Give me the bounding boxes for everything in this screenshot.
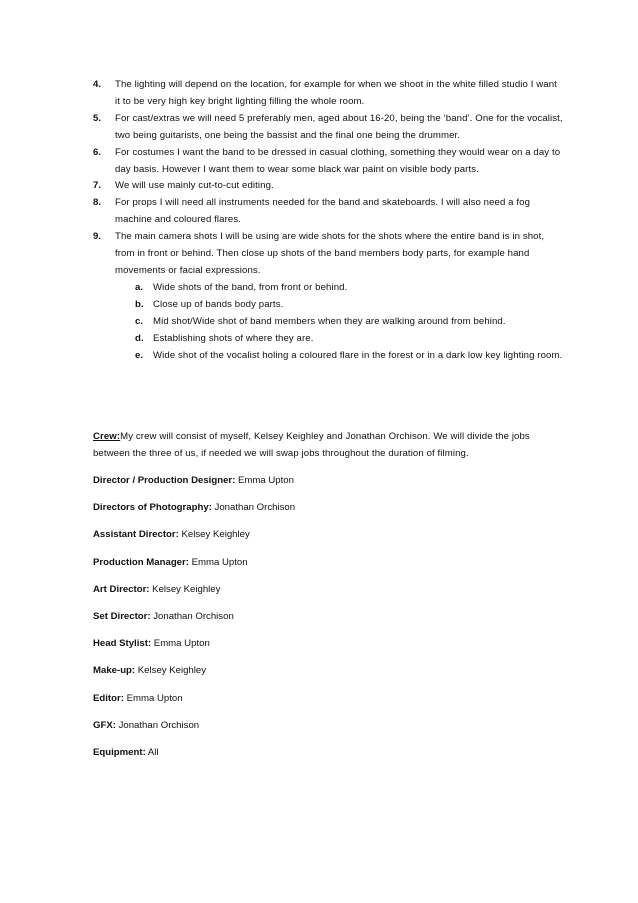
crew-roles-list [93,475,563,774]
crew-paragraph [93,429,563,463]
sublist-item-letter: e. [135,349,144,361]
role-name: Emma Upton [188,556,248,568]
role-name: All [145,746,159,758]
list-item-number: 9. [93,231,102,243]
crew-label: Crew: [93,431,121,442]
role-title: Art Director: [93,583,150,595]
role-line [93,529,563,556]
role-line [93,638,563,665]
sublist-item-letter: d. [135,332,144,344]
list-item [93,77,563,111]
camera-shots-sublist [115,280,563,365]
role-line [93,584,563,611]
role-name: Kelsey Keighley [178,529,250,541]
role-title: Assistant Director: [93,529,179,541]
list-item [93,195,563,229]
list-item-number: 6. [93,146,102,158]
role-line [93,475,563,502]
role-line [93,693,563,720]
sublist-item-text: Mid shot/Wide shot of band members when they are walking around from behind. [153,315,506,327]
list-item-text: The lighting will depend on the location, for example for when we shoot in the white filled studio I want it to be very high key bright lighting filling the whole room. [115,79,557,107]
sublist-item-letter: c. [135,315,144,327]
list-item-number: 4. [93,79,102,90]
role-title: Set Director: [93,610,151,622]
role-name: Jonathan Orchison [150,610,234,622]
role-title: GFX: [93,719,116,731]
crew-text: My crew will consist of myself, Kelsey Keighley and Jonathan Orchison. We will divide the jobs between the three of us, if needed we will swap jobs throughout the duration of filming. [93,431,530,459]
role-line [93,502,563,529]
sublist-item-text: Establishing shots of where they are. [153,332,314,344]
sublist-item [135,297,563,314]
sublist-item [135,331,563,348]
role-title: Directors of Photography: [93,502,212,514]
list-item-number: 7. [93,180,102,192]
role-line [93,720,563,747]
role-name: Emma Upton [235,475,294,486]
sublist-item-letter: a. [135,281,144,293]
list-item-text: We will use mainly cut-to-cut editing. [115,180,274,192]
list-item [93,178,563,195]
list-item [93,229,563,364]
role-title: Editor: [93,692,124,704]
sublist-item-text: Wide shot of the vocalist holing a coloured flare in the forest or in a dark low key lighting room. [153,349,563,361]
role-name: Jonathan Orchison [115,719,200,731]
role-line [93,557,563,584]
sublist-item [135,314,563,331]
role-name: Emma Upton [123,692,183,704]
list-item-text: For props I will need all instruments needed for the band and skateboards. I will also need a fog machine and coloured flares. [115,197,531,226]
role-title: Equipment: [93,746,146,758]
sublist-item-text: Close up of bands body parts. [153,298,284,310]
role-line [93,747,563,774]
role-title: Make-up: [93,665,136,677]
role-name: Kelsey Keighley [135,665,207,677]
sublist-item [135,348,563,365]
role-title: Production Manager: [93,556,189,568]
list-item-text: The main camera shots I will be using are wide shots for the shots where the entire band is in shot, from in front or behind. Then close up shots of the band members body parts, for example hand movements or facial expressions. [115,231,545,276]
list-item-text: For cast/extras we will need 5 preferably men, aged about 16-20, being the ‘band’. One for the vocalist, two being guitarists, one being the bassist and the final one being the drummer. [115,112,563,141]
role-name: Emma Upton [151,638,210,650]
production-requirements-list [93,77,563,364]
role-title: Head Stylist: [93,638,152,650]
list-item-text: For costumes I want the band to be dressed in casual clothing, something they would wear on a day to day basis. However I want them to wear some black war paint on visible body parts. [115,146,561,175]
sublist-item-letter: b. [135,298,144,310]
sublist-item-text: Wide shots of the band, from front or behind. [153,281,348,293]
list-item [93,145,563,179]
list-item-number: 5. [93,112,102,124]
role-name: Kelsey Keighley [149,583,221,595]
role-line [93,611,563,638]
list-item [93,111,563,145]
list-item-number: 8. [93,197,102,209]
role-name: Jonathan Orchison [211,502,296,514]
sublist-item [135,280,563,297]
role-title: Director / Production Designer: [93,475,236,486]
role-line [93,665,563,692]
